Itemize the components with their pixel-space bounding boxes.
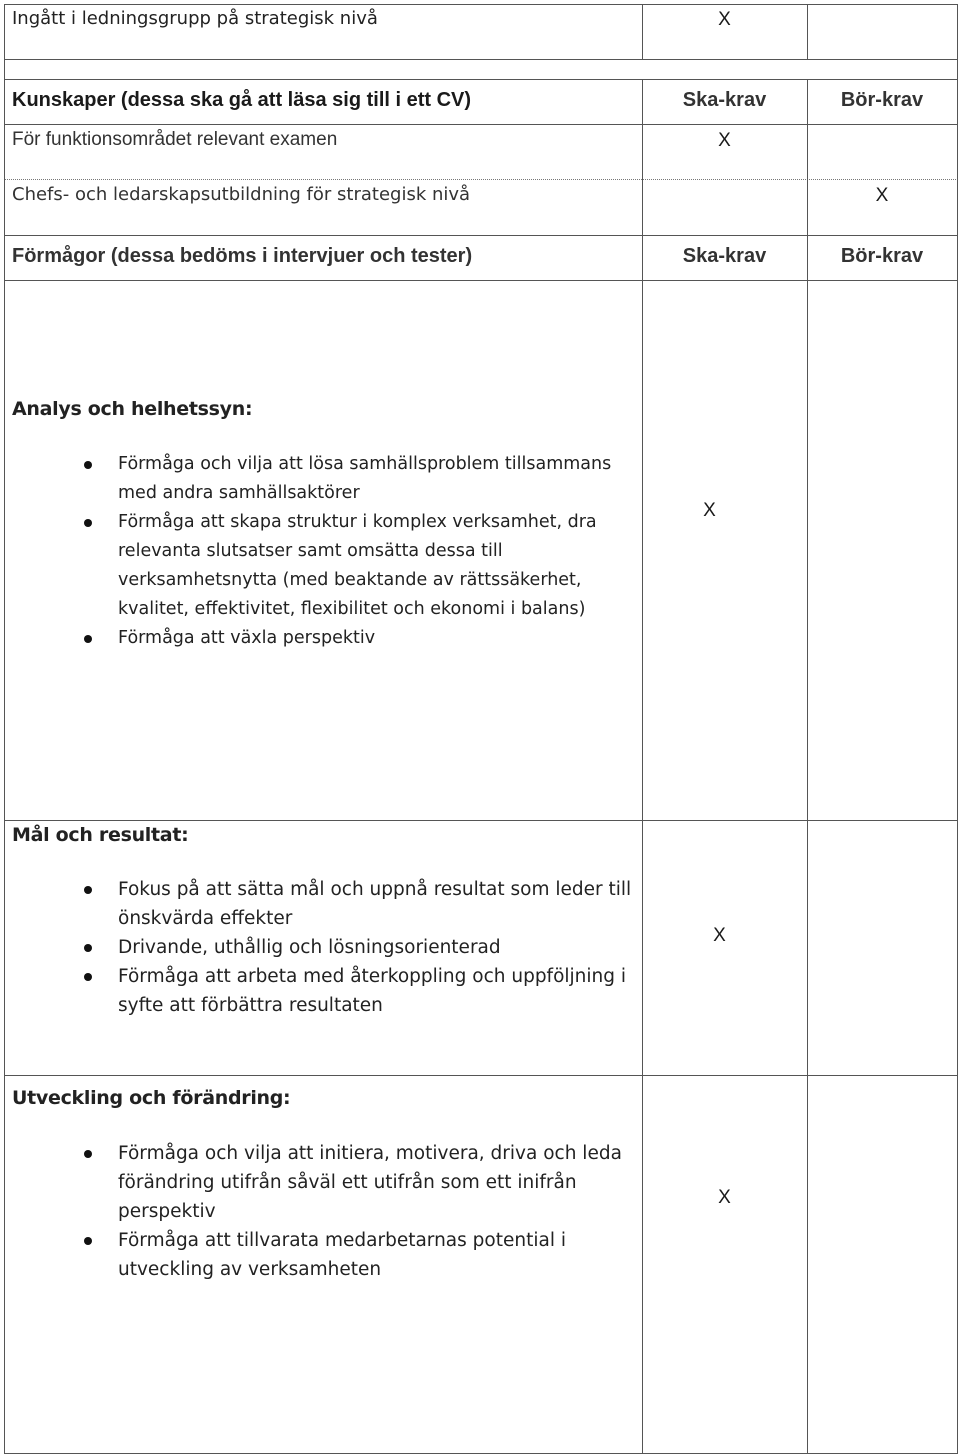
table-border-top <box>4 4 958 5</box>
list-item: Förmåga att skapa struktur i komplex verksamhet, dra relevanta slutsatser samt omsätta dessa till verksamhetsnytta (med beaktande av rättssäkerhet, kvalitet, effektivitet, flexibilitet och ekonomi i balans) <box>0 508 638 624</box>
list-item: Förmåga att arbeta med återkoppling och uppföljning i syfte att förbättra resultaten <box>0 962 638 1020</box>
row-divider <box>4 280 958 281</box>
row-label-training: Chefs- och ledarskapsutbildning för strategisk nivå <box>12 184 471 205</box>
ska-mark-exam: X <box>718 130 731 151</box>
ska-mark-analysis: X <box>703 500 716 521</box>
bullet-icon <box>84 944 92 952</box>
column-divider <box>807 4 808 60</box>
bullet-icon <box>84 973 92 981</box>
row-divider <box>4 235 958 236</box>
list-item: Förmåga och vilja att lösa samhällsproblem tillsammans med andra samhällsaktörer <box>0 450 638 508</box>
list-item: Förmåga att tillvarata medarbetarnas potential i utveckling av verksamheten <box>0 1226 638 1284</box>
row-divider <box>4 124 958 125</box>
bullet-icon <box>84 461 92 469</box>
list-item: Drivande, uthållig och lösningsorienterad <box>0 933 638 962</box>
ska-krav-header: Ska-krav <box>682 245 767 267</box>
analysis-list <box>0 450 638 653</box>
column-divider <box>642 79 643 1454</box>
bullet-icon <box>84 635 92 643</box>
row-label-exam: För funktionsområdet relevant examen <box>12 129 338 150</box>
table-border-right <box>957 4 958 1454</box>
row-divider <box>4 1075 958 1076</box>
bullet-icon <box>84 886 92 894</box>
bullet-icon <box>84 1150 92 1158</box>
row-label-leadership: Ingått i ledningsgrupp på strategisk nivå <box>12 8 378 29</box>
section-title-goals: Mål och resultat: <box>12 824 189 846</box>
row-divider <box>4 820 958 821</box>
section-title-change: Utveckling och förändring: <box>12 1087 291 1109</box>
ska-mark-change: X <box>718 1187 731 1208</box>
bullet-icon <box>84 519 92 527</box>
bullet-icon <box>84 1237 92 1245</box>
change-list <box>0 1139 638 1284</box>
knowledge-header: Kunskaper (dessa ska gå att läsa sig till i ett CV) <box>12 89 472 111</box>
row-divider-dotted <box>4 179 958 180</box>
bor-krav-header: Bör-krav <box>840 245 924 267</box>
list-item: Förmåga och vilja att initiera, motivera, driva och leda förändring utifrån såväl ett utifrån som ett inifrån perspektiv <box>0 1139 638 1226</box>
row-divider <box>4 59 958 60</box>
abilities-header: Förmågor (dessa bedöms i intervjuer och tester) <box>12 245 473 267</box>
section-title-analysis: Analys och helhetssyn: <box>12 398 253 420</box>
bor-krav-header: Bör-krav <box>840 89 924 111</box>
list-item: Förmåga att växla perspektiv <box>0 624 638 653</box>
ska-mark-goals: X <box>713 925 726 946</box>
goals-list <box>0 875 638 1020</box>
table-border-bottom <box>4 1453 958 1454</box>
row-divider <box>4 79 958 80</box>
ska-krav-header: Ska-krav <box>682 89 767 111</box>
ska-mark-leadership: X <box>718 9 731 30</box>
list-item: Fokus på att sätta mål och uppnå resultat som leder till önskvärda effekter <box>0 875 638 933</box>
bor-mark-training: X <box>875 185 889 206</box>
column-divider <box>807 79 808 1454</box>
